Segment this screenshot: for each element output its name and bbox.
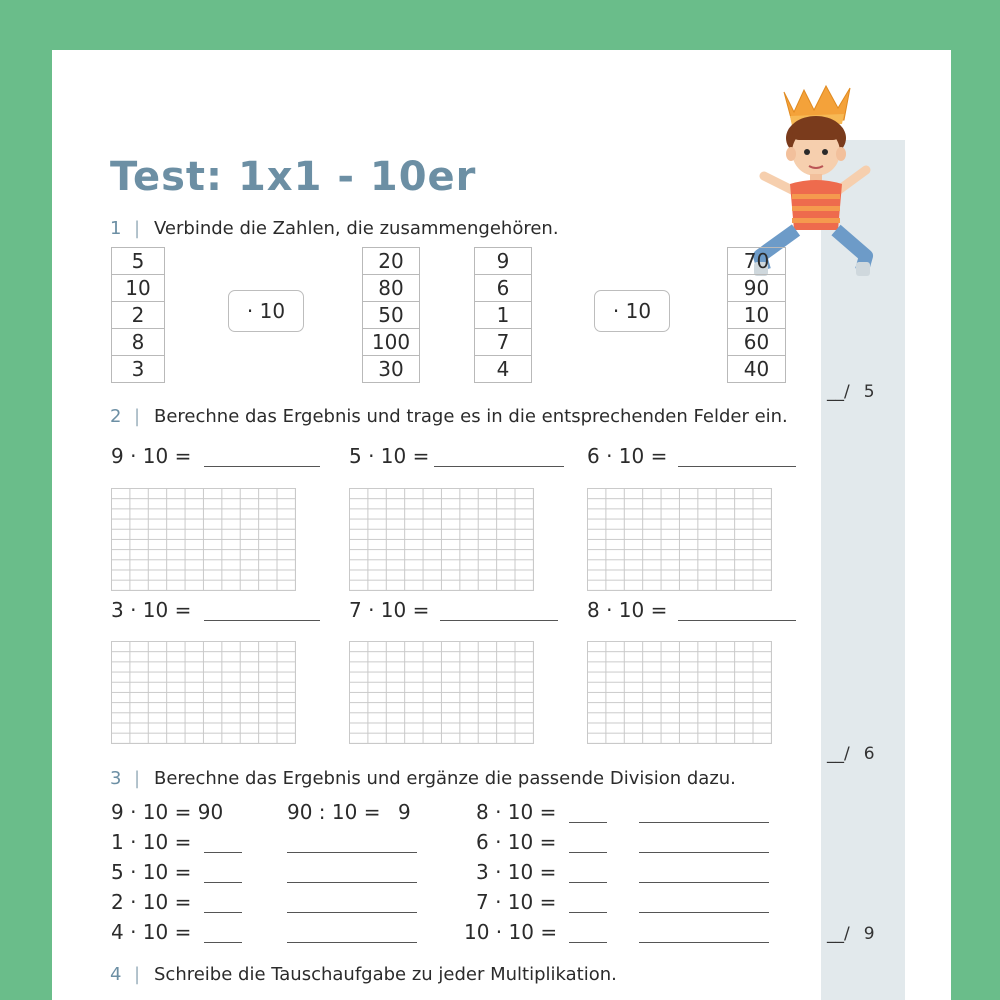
list-item: 3 [112, 356, 164, 383]
score-max: 5 [863, 382, 875, 402]
answer-grid[interactable] [349, 488, 534, 591]
division-line[interactable] [287, 882, 417, 883]
list-item: 10 [112, 275, 164, 302]
task4-instruction: Schreibe die Tauschaufgabe zu jeder Multiplikation. [154, 964, 617, 985]
task3-equation: 6 · 10 = [476, 830, 557, 854]
list-item: 60 [728, 329, 785, 356]
list-item: 20 [363, 248, 419, 275]
answer-grid[interactable] [587, 488, 772, 591]
task1-separator: | [134, 218, 141, 239]
answer-line[interactable] [569, 912, 607, 913]
list-item: 90 [728, 275, 785, 302]
task3-equation: 2 · 10 = [111, 890, 192, 914]
answer-grid[interactable] [111, 641, 296, 744]
task4-heading [110, 964, 617, 985]
division-line[interactable] [639, 822, 769, 823]
score-max: 9 [863, 924, 875, 944]
score-blank: __/ [827, 744, 850, 764]
task2-number: 2 [110, 406, 122, 427]
answer-line[interactable] [204, 912, 242, 913]
division-line[interactable] [639, 882, 769, 883]
answer-line[interactable] [204, 620, 320, 621]
answer-line[interactable] [204, 852, 242, 853]
answer-grid[interactable] [587, 641, 772, 744]
task1-number: 1 [110, 218, 122, 239]
task1-right-results [727, 247, 786, 383]
task1-left-factors [111, 247, 165, 383]
division-line[interactable] [287, 942, 417, 943]
answer-line[interactable] [678, 466, 796, 467]
list-item: 2 [112, 302, 164, 329]
answer-line[interactable] [204, 466, 320, 467]
answer-line[interactable] [569, 852, 607, 853]
division-line[interactable] [287, 912, 417, 913]
task3-number: 3 [110, 768, 122, 789]
list-item: 40 [728, 356, 785, 383]
list-item: 70 [728, 248, 785, 275]
score-max: 6 [863, 744, 875, 764]
task2-heading [110, 406, 788, 427]
answer-line[interactable] [204, 882, 242, 883]
task3-equation: 5 · 10 = [111, 860, 192, 884]
answer-line[interactable] [204, 942, 242, 943]
list-item: 10 [728, 302, 785, 329]
division-line[interactable] [639, 942, 769, 943]
answer-line[interactable] [434, 466, 564, 467]
list-item: 30 [363, 356, 419, 383]
task3-equation: 1 · 10 = [111, 830, 192, 854]
list-item: 8 [112, 329, 164, 356]
task1-instruction: Verbinde die Zahlen, die zusammengehören. [154, 218, 559, 239]
page-title: Test: 1x1 - 10er [110, 154, 477, 200]
task2-equation: 6 · 10 = [587, 444, 668, 468]
list-item: 80 [363, 275, 419, 302]
answer-line[interactable] [678, 620, 796, 621]
task2-instruction: Berechne das Ergebnis und trage es in die entsprechenden Felder ein. [154, 406, 788, 427]
task3-equation: 3 · 10 = [476, 860, 557, 884]
division-line[interactable] [639, 852, 769, 853]
division-line[interactable] [639, 912, 769, 913]
answer-grid[interactable] [349, 641, 534, 744]
list-item: 50 [363, 302, 419, 329]
list-item: 9 [475, 248, 531, 275]
task3-equation: 7 · 10 = [476, 890, 557, 914]
task3-example-div: 90 : 10 = [287, 800, 381, 824]
task2-score [827, 744, 875, 764]
task3-instruction: Berechne das Ergebnis und ergänze die passende Division dazu. [154, 768, 736, 789]
answer-line[interactable] [569, 882, 607, 883]
task3-score [827, 924, 875, 944]
answer-line[interactable] [569, 942, 607, 943]
list-item: 4 [475, 356, 531, 383]
task2-equation: 9 · 10 = [111, 444, 192, 468]
task2-equation: 5 · 10 = [349, 444, 430, 468]
task4-separator: | [134, 964, 141, 985]
task1-right-factors [474, 247, 532, 383]
task3-equation: 8 · 10 = [476, 800, 557, 824]
task2-equation: 3 · 10 = [111, 598, 192, 622]
task1-right-operator: · 10 [594, 290, 670, 332]
task2-equation: 8 · 10 = [587, 598, 668, 622]
task2-separator: | [134, 406, 141, 427]
task1-score [827, 382, 875, 402]
task4-number: 4 [110, 964, 122, 985]
task3-example-div-result: 9 [398, 800, 411, 824]
task2-equation: 7 · 10 = [349, 598, 430, 622]
task1-heading [110, 218, 559, 239]
worksheet [52, 50, 951, 1000]
task3-equation: 4 · 10 = [111, 920, 192, 944]
answer-line[interactable] [569, 822, 607, 823]
list-item: 1 [475, 302, 531, 329]
list-item: 100 [363, 329, 419, 356]
list-item: 6 [475, 275, 531, 302]
task1-left-results [362, 247, 420, 383]
list-item: 7 [475, 329, 531, 356]
task3-equation: 10 · 10 = [464, 920, 558, 944]
task3-example-mult: 9 · 10 = 90 [111, 800, 224, 824]
division-line[interactable] [287, 852, 417, 853]
list-item: 5 [112, 248, 164, 275]
score-blank: __/ [827, 382, 850, 402]
answer-grid[interactable] [111, 488, 296, 591]
answer-line[interactable] [440, 620, 558, 621]
score-blank: __/ [827, 924, 850, 944]
task3-heading [110, 768, 736, 789]
task3-separator: | [134, 768, 141, 789]
task1-left-operator: · 10 [228, 290, 304, 332]
